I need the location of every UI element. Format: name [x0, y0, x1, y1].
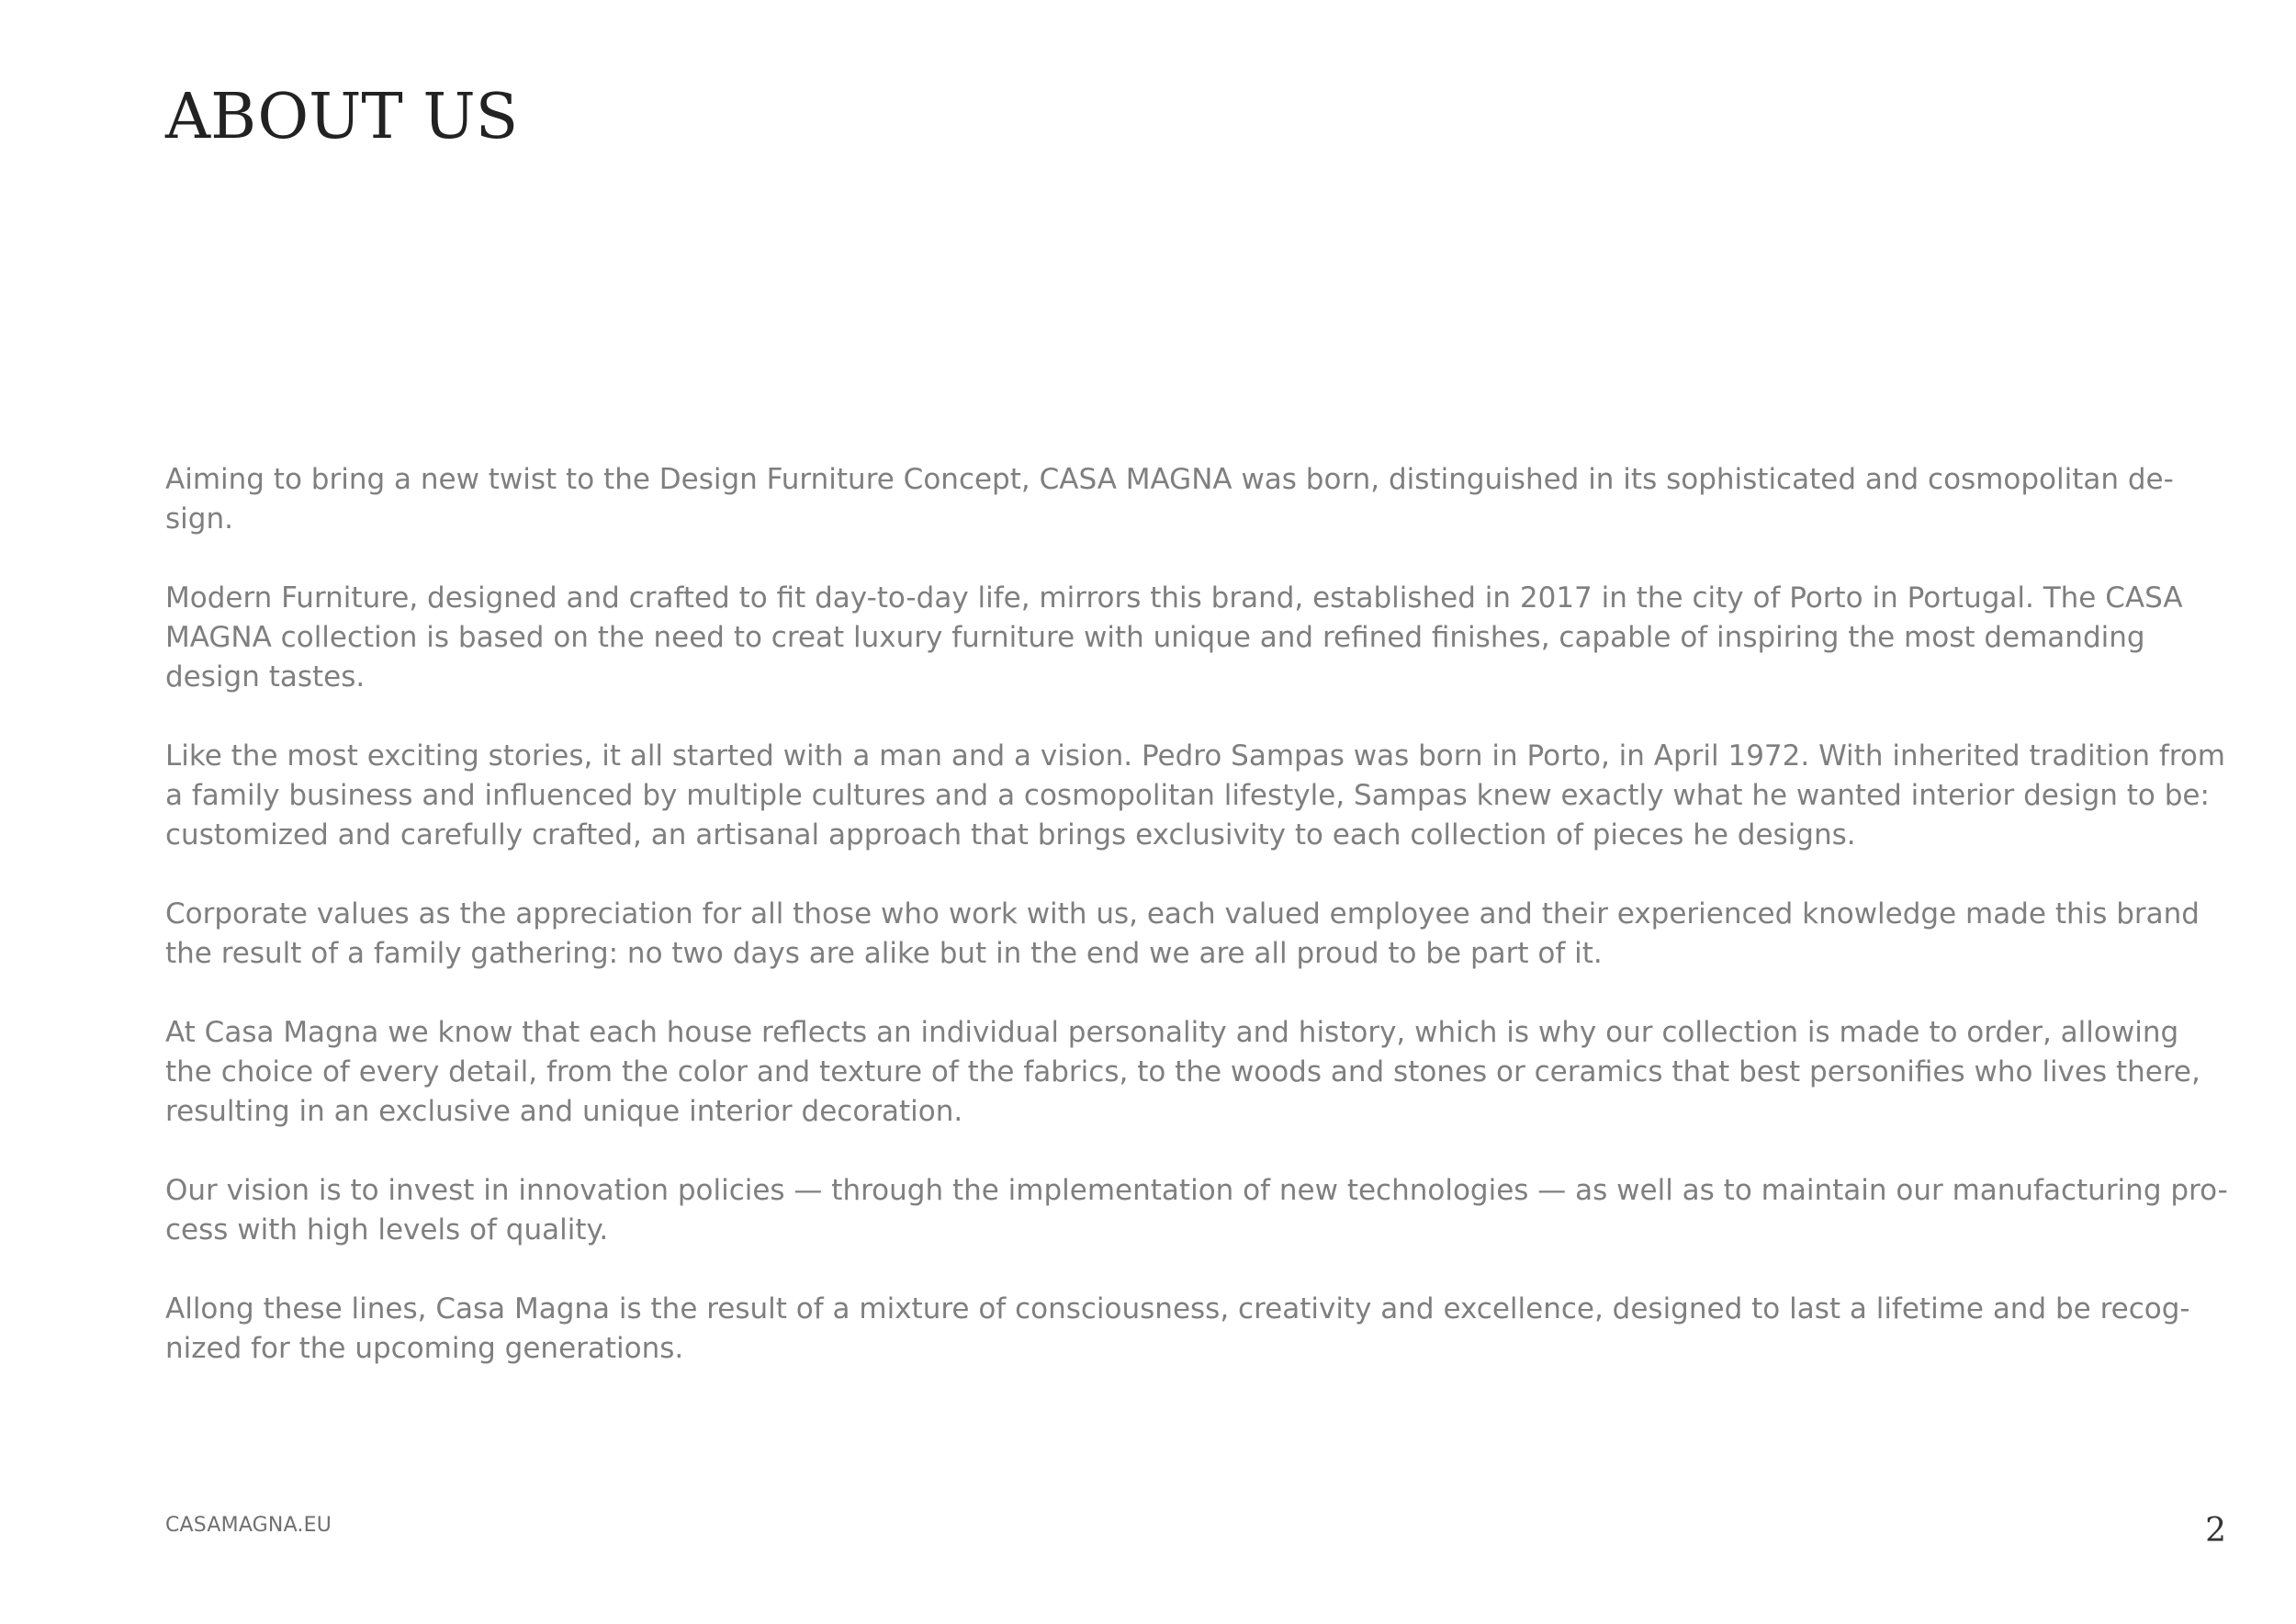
paragraph-line: sign.	[165, 502, 233, 536]
paragraph-line: resulting in an exclusive and unique interior decoration.	[165, 1095, 963, 1128]
paragraph-line: cess with high levels of quality.	[165, 1213, 609, 1246]
paragraph-line: the choice of every detail, from the color and texture of the fabrics, to the woods and stones or ceramics that best personifies who lives there,	[165, 1055, 2200, 1088]
paragraph-made-to-order	[165, 1013, 2200, 1132]
paragraph-line: the result of a family gathering: no two days are alike but in the end we are all proud to be part of it.	[165, 937, 1603, 970]
paragraph-line: a family business and influenced by multiple cultures and a cosmopolitan lifestyle, Sampas knew exactly what he wanted interior design to be:	[165, 779, 2210, 812]
paragraph-line: Our vision is to invest in innovation policies — through the implementation of new technologies — as well as to maintain our manufacturing pro-	[165, 1174, 2228, 1207]
page-number: 2	[2205, 1512, 2226, 1550]
paragraph-line: Like the most exciting stories, it all started with a man and a vision. Pedro Sampas was born in Porto, in April 1972. With inherited tradition from	[165, 739, 2225, 773]
paragraph-closing	[165, 1290, 2200, 1369]
paragraph-line: nized for the upcoming generations.	[165, 1332, 684, 1365]
about-content	[165, 460, 2228, 1369]
paragraph-line: Modern Furniture, designed and crafted to fit day-to-day life, mirrors this brand, established in 2017 in the city of Porto in Portugal. The CASA	[165, 581, 2183, 615]
page-title: ABOUT US	[165, 81, 519, 153]
paragraph-line: Allong these lines, Casa Magna is the result of a mixture of consciousness, creativity and excellence, designed to last a lifetime and be recog-	[165, 1292, 2190, 1325]
paragraph-founder-story	[165, 737, 2225, 855]
paragraph-line: At Casa Magna we know that each house reflects an individual personality and history, which is why our collection is made to order, allowing	[165, 1016, 2179, 1049]
paragraph-line: design tastes.	[165, 660, 366, 694]
footer-website: CASAMAGNA.EU	[165, 1514, 332, 1537]
paragraph-corporate-values	[165, 895, 2200, 974]
paragraph-line: Corporate values as the appreciation for all those who work with us, each valued employee and their experienced knowledge made this brand	[165, 897, 2200, 930]
paragraph-line: Aiming to bring a new twist to the Design Furniture Concept, CASA MAGNA was born, distinguished in its sophisticated and cosmopolitan de-	[165, 463, 2174, 496]
paragraph-vision	[165, 1171, 2228, 1250]
paragraph-intro	[165, 460, 2200, 539]
paragraph-modern-furniture	[165, 579, 2200, 697]
paragraph-line: customized and carefully crafted, an artisanal approach that brings exclusivity to each collection of pieces he designs.	[165, 818, 1856, 851]
paragraph-line: MAGNA collection is based on the need to creat luxury furniture with unique and refined finishes, capable of inspiring the most demanding	[165, 621, 2145, 654]
